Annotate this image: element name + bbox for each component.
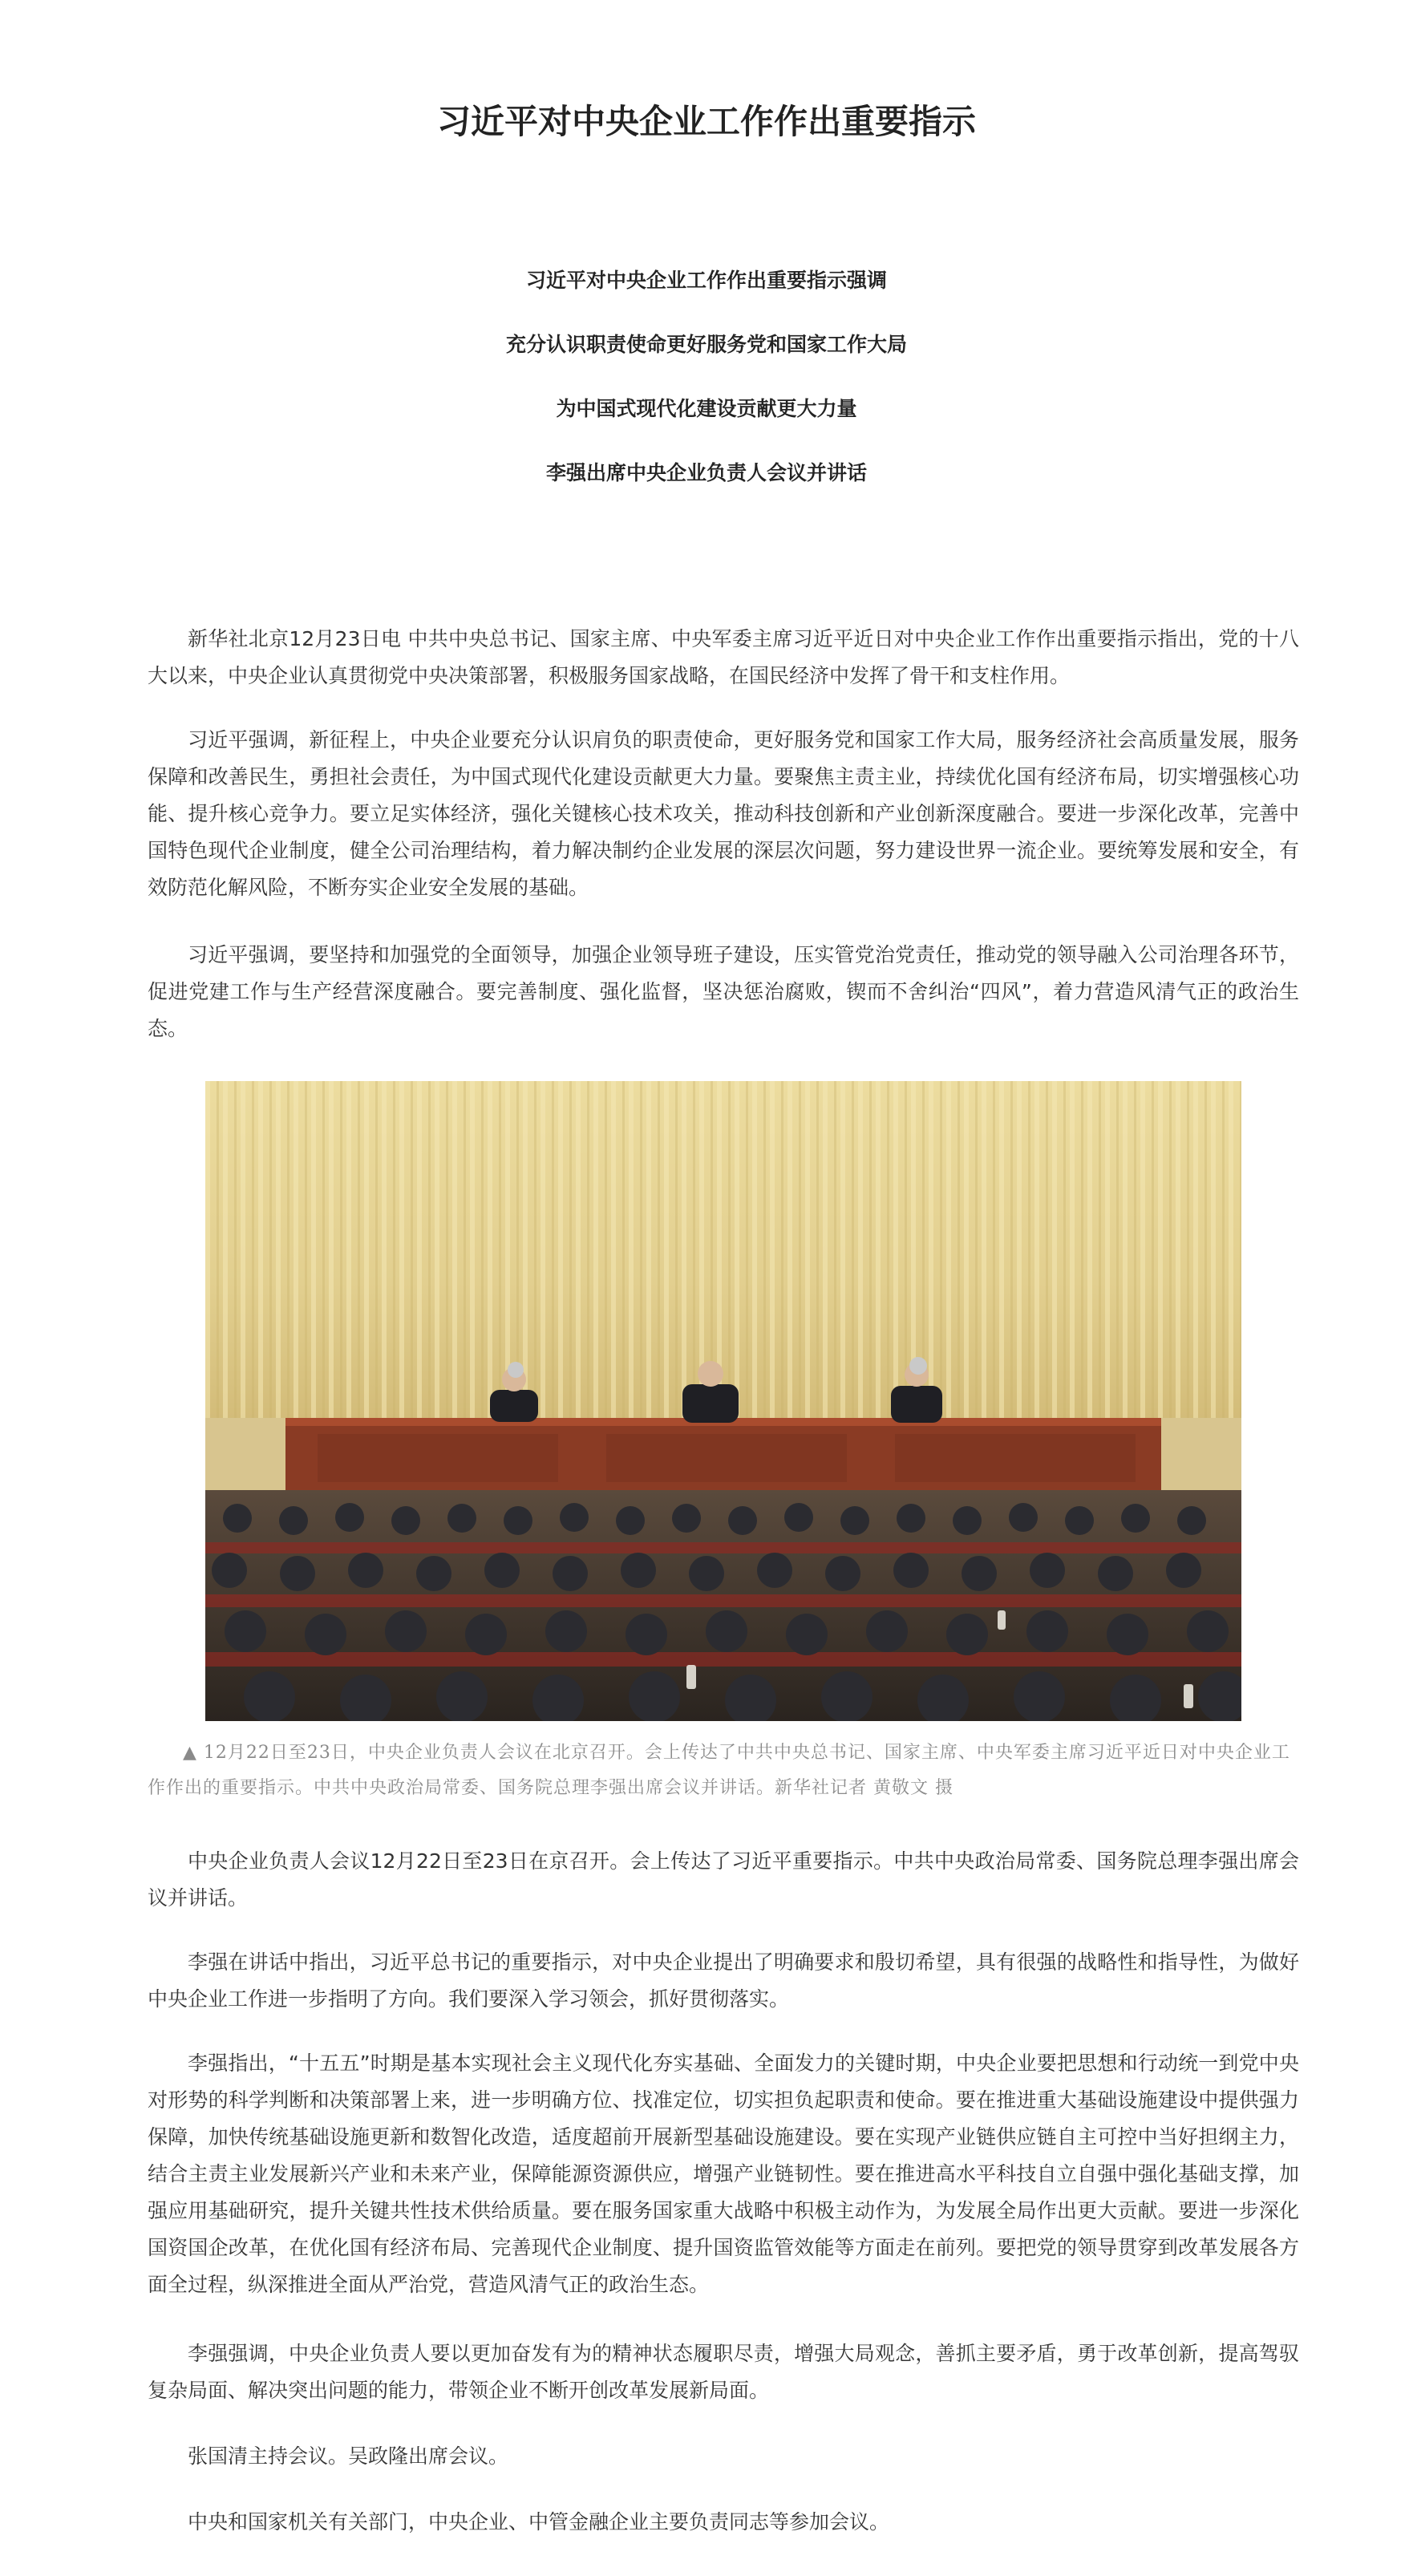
paragraph: 李强指出，“十五五”时期是基本实现社会主义现代化夯实基础、全面发力的关键时期，中央企业要把思想和行动统一到党中央对形势的科学判断和决策部署上来，进一步明确方位、找准定位，切实担负起职责和使命。要在推进重大基础设施建设中提供强力保障，加快传统基础设施更新和数智化改造，适度超前开展新型基础设施建设。要在实现产业链供应链自主可控中当好担纲主力，结合主责主业发展新兴产业和未来产业，保障能源资源供应，增强产业链韧性。要在推进高水平科技自立自强中强化基础支撑，加强应用基础研究，提升关键共性技术供给质量。要在服务国家重大战略中积极主动作为，为发展全局作出更大贡献。要进一步深化国资国企改革，在优化国有经济布局、完善现代企业制度、提升国资监管效能等方面走在前列。要把党的领导贯穿到改革发展各方面全过程，纵深推进全面从严治党，营造风清气正的政治生态。 (148, 2051, 1299, 2296)
paragraph: 李强强调，中央企业负责人要以更加奋发有为的精神状态履职尽责，增强大局观念，善抓主要矛盾，勇于改革创新，提高驾驭复杂局面、解决突出问题的能力，带领企业不断开创改革发展新局面。 (148, 2342, 1299, 2402)
paragraph: 习近平强调，新征程上，中央企业要充分认识肩负的职责使命，更好服务党和国家工作大局，服务经济社会高质量发展，服务保障和改善民生，勇担社会责任，为中国式现代化建设贡献更大力量。要聚焦主责主业，持续优化国有经济布局，切实增强核心功能、提升核心竞争力。要立足实体经济，强化关键核心技术攻关，推动科技创新和产业创新深度融合。要进一步深化改革，完善中国特色现代企业制度，健全公司治理结构，着力解决制约企业发展的深层次问题，努力建设世界一流企业。要统筹发展和安全，有效防范化解风险，不断夯实企业安全发展的基础。 (148, 728, 1299, 899)
article-title: 习近平对中央企业工作作出重要指示 (436, 102, 976, 141)
paragraph: 习近平强调，要坚持和加强党的全面领导，加强企业领导班子建设，压实管党治党责任，推动党的领导融入公司治理各环节，促进党建工作与生产经营深度融合。要完善制度、强化监督，坚决惩治腐败，锲而不舍纠治“四风”，着力营造风清气正的政治生态。 (148, 943, 1299, 1040)
paragraph: 中央企业负责人会议12月22日至23日在京召开。会上传达了习近平重要指示。中共中央政治局常委、国务院总理李强出席会议并讲话。 (148, 1849, 1299, 1910)
paragraph: 新华社北京12月23日电 中共中央总书记、国家主席、中央军委主席习近平近日对中央企业工作作出重要指示指出，党的十八大以来，中央企业认真贯彻党中央决策部署，积极服务国家战略，在国民经济中发挥了骨干和支柱作用。 (148, 627, 1299, 687)
paragraph: 中央和国家机关有关部门，中央企业、中管金融企业主要负责同志等参加会议。 (188, 2510, 890, 2533)
photo-caption: ▲ 12月22日至23日，中央企业负责人会议在北京召开。会上传达了中共中央总书记、国家主席、中央军委主席习近平近日对中央企业工作作出的重要指示。中共中央政治局常委、国务院总理李强出席会议并讲话。新华社记者 黄敬文 摄 (148, 1743, 1290, 1798)
subtitle-line: 充分认识职责使命更好服务党和国家工作大局 (505, 333, 907, 356)
subtitle-line: 李强出席中央企业负责人会议并讲话 (545, 461, 867, 484)
subtitle-line: 习近平对中央企业工作作出重要指示强调 (525, 269, 887, 292)
subtitle-line: 为中国式现代化建设贡献更大力量 (556, 397, 857, 420)
meeting-photo (205, 1081, 1241, 1721)
paragraph: 张国清主持会议。吴政隆出席会议。 (188, 2444, 509, 2468)
paragraph: 李强在讲话中指出，习近平总书记的重要指示，对中央企业提出了明确要求和殷切希望，具有很强的战略性和指导性，为做好中央企业工作进一步指明了方向。我们要深入学习领会，抓好贯彻落实。 (148, 1950, 1299, 2011)
